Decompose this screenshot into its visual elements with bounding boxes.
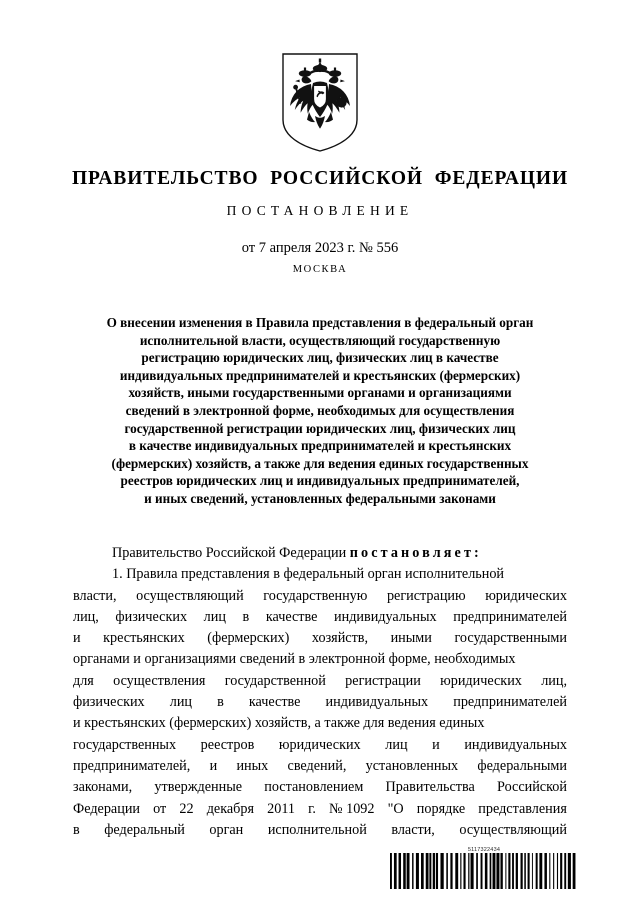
- body-word: № 1092: [329, 800, 375, 817]
- body-word: предпринимателей: [453, 694, 567, 711]
- body-word: декабря: [206, 800, 255, 817]
- body-word: 2011: [267, 800, 296, 817]
- page-title: ПРАВИТЕЛЬСТВО РОССИЙСКОЙ ФЕДЕРАЦИИ: [71, 168, 569, 189]
- subject-line: государственной регистрации юридических лиц, физических лиц: [124, 420, 516, 436]
- body-word: представления: [478, 800, 567, 817]
- body-line: [73, 735, 567, 756]
- body-intro-line: [73, 543, 567, 564]
- document-body: [73, 543, 567, 841]
- body-word: орган: [367, 566, 402, 583]
- body-word: индивидуальных: [334, 608, 437, 625]
- body-word: постановлением: [264, 779, 364, 796]
- body-line: [73, 586, 567, 607]
- body-word: хозяйств,: [311, 630, 369, 647]
- body-word: предпринимателей: [453, 608, 567, 625]
- emblem-container: [0, 52, 640, 152]
- body-word: физических: [115, 608, 188, 625]
- body-word: качестве: [248, 694, 301, 711]
- body-word: 22: [179, 800, 194, 817]
- subject-line: регистрацию юридических лиц, физических лиц в качестве: [141, 350, 499, 366]
- body-word: физических: [73, 694, 145, 711]
- body-word: исполнительной: [267, 821, 367, 838]
- body-word: государственных: [73, 736, 177, 753]
- body-word: органами и организациями сведений в электронной форме, необходимых: [73, 651, 516, 668]
- subject-line: в качестве индивидуальных предпринимателей и крестьянских: [128, 438, 512, 454]
- body-word: утвержденные: [154, 779, 243, 796]
- body-word: представления: [181, 566, 270, 583]
- body-word: иными: [390, 630, 432, 647]
- body-word: Федерации: [73, 800, 141, 817]
- body-word: "О: [387, 800, 404, 817]
- document-subject: [70, 314, 570, 508]
- body-word: регистрацию: [386, 587, 466, 604]
- body-word: осуществляющий: [459, 821, 567, 838]
- body-word: Российской: [497, 779, 567, 796]
- body-line: [73, 649, 567, 670]
- body-word: порядке: [416, 800, 466, 817]
- subject-line: (фермерских) хозяйств, а также для ведения единых государственных: [111, 455, 529, 471]
- body-line: [73, 713, 567, 734]
- body-word: юридических: [485, 587, 567, 604]
- body-word: осуществления: [113, 672, 206, 689]
- body-word: в: [242, 608, 250, 625]
- document-date-number: от 7 апреля 2023 г. № 556: [241, 240, 399, 256]
- subject-line: реестров юридических лиц и индивидуальных предпринимателей,: [120, 473, 520, 489]
- body-line: [73, 607, 567, 628]
- barcode-icon: [389, 853, 579, 889]
- body-word: исполнительной: [405, 566, 505, 583]
- subject-line: хозяйств, иными государственными органами и организациями: [128, 385, 512, 401]
- subject-line: индивидуальных предпринимателей и крестьянских (фермерских): [119, 367, 521, 383]
- body-word: юридических: [440, 672, 522, 689]
- body-word: государственными: [454, 630, 567, 647]
- subject-line: сведений в электронной форме, необходимых для осуществления: [125, 402, 515, 418]
- document-city: МОСКВА: [292, 264, 348, 275]
- body-word: и: [73, 630, 81, 647]
- subject-line: и иных сведений, установленных федеральными законами: [144, 490, 496, 506]
- body-word: федеральный: [283, 566, 365, 583]
- document-kind-label: ПОСТАНОВЛЕНИЕ: [226, 203, 414, 218]
- body-word: осуществляющий: [136, 587, 244, 604]
- body-word: индивидуальных: [325, 694, 429, 711]
- body-word: лиц,: [73, 608, 99, 625]
- body-line: [73, 671, 567, 692]
- body-word: крестьянских: [103, 630, 185, 647]
- body-word: юридических: [278, 736, 361, 753]
- body-word: федеральными: [477, 757, 567, 774]
- body-word: лиц: [203, 608, 226, 625]
- subject-line: О внесении изменения в Правила представления в федеральный орган: [106, 315, 534, 330]
- body-word: и крестьянских (фермерских) хозяйств, а также для ведения единых: [73, 715, 485, 732]
- body-word: реестров: [200, 736, 255, 753]
- body-word: лиц,: [541, 672, 567, 689]
- body-word: власти,: [391, 821, 435, 838]
- body-word: 1. Правила: [112, 566, 178, 583]
- russian-coat-of-arms-emblem: [277, 52, 363, 152]
- intro-prefix: Правительство Российской Федерации: [112, 545, 347, 561]
- body-word: для: [73, 672, 94, 689]
- decrees-keyword: постановляет:: [349, 545, 482, 561]
- body-line: [73, 692, 567, 713]
- body-word: качестве: [265, 608, 318, 625]
- body-word: орган: [209, 821, 244, 838]
- body-line: [73, 777, 567, 798]
- subject-line: исполнительной власти, осуществляющий государственную: [139, 332, 501, 348]
- body-line: [73, 564, 567, 585]
- body-word: государственную: [263, 587, 368, 604]
- body-word: и: [209, 757, 218, 774]
- body-word: в: [73, 821, 80, 838]
- body-word: индивидуальных: [464, 736, 567, 753]
- body-word: регистрации: [345, 672, 421, 689]
- barcode-container: [389, 847, 579, 889]
- body-word: федеральный: [104, 821, 185, 838]
- body-line: [73, 799, 567, 820]
- body-word: иных: [236, 757, 269, 774]
- body-word: и: [432, 736, 440, 753]
- body-word: г.: [308, 800, 316, 817]
- body-word: законами,: [73, 779, 133, 796]
- body-word: предпринимателей,: [73, 757, 191, 774]
- body-word: установленных: [365, 757, 459, 774]
- body-line: [73, 756, 567, 777]
- body-line: [73, 820, 567, 841]
- body-word: (фермерских): [207, 630, 290, 647]
- body-word: от: [153, 800, 167, 817]
- body-word: в: [273, 566, 280, 583]
- body-word: власти,: [73, 587, 117, 604]
- body-word: лиц: [169, 694, 192, 711]
- barcode-number: 5117322434: [467, 847, 501, 853]
- body-line: [73, 628, 567, 649]
- body-word: лиц: [385, 736, 408, 753]
- body-word: Правительства: [385, 779, 475, 796]
- body-word: государственной: [224, 672, 326, 689]
- body-word: сведений,: [287, 757, 347, 774]
- body-word: в: [217, 694, 224, 711]
